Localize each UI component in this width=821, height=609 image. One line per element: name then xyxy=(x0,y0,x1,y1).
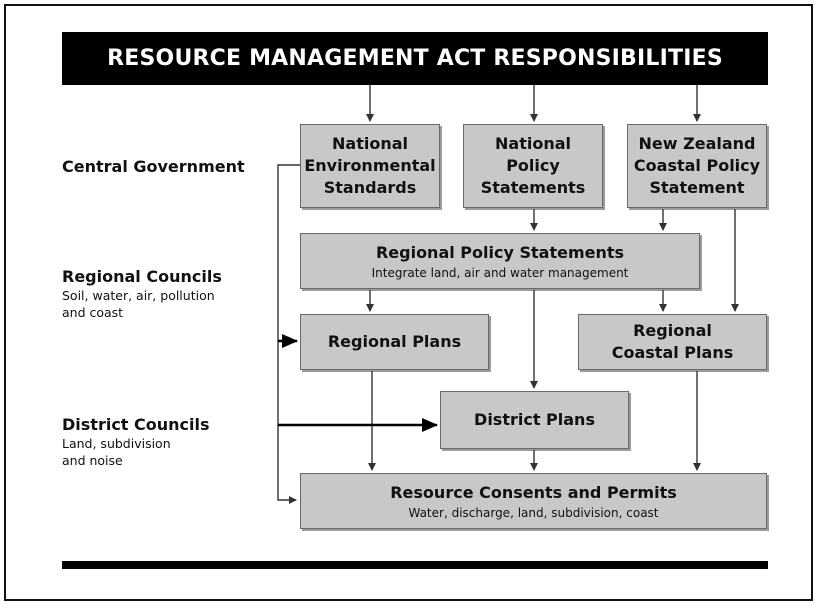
connector-nes-branch xyxy=(278,165,300,500)
box-title: District Plans xyxy=(474,410,595,429)
box-title: National Environmental Standards xyxy=(304,134,436,197)
level-detail: Soil, water, air, pollution and coast xyxy=(62,288,215,320)
box-subtitle: Water, discharge, land, subdivision, coast xyxy=(408,505,659,520)
diagram-title: RESOURCE MANAGEMENT ACT RESPONSIBILITIES xyxy=(62,32,768,85)
box-subtitle: Integrate land, air and water management xyxy=(371,265,629,280)
box-title: Regional Policy Statements xyxy=(375,242,625,262)
level-heading: District Councils xyxy=(62,415,210,434)
level-heading: Central Government xyxy=(62,157,245,176)
box-title: Regional Coastal Plans xyxy=(611,321,734,362)
box-title: New Zealand Coastal Policy Statement xyxy=(633,134,761,197)
box-title: Regional Plans xyxy=(327,332,462,351)
box-title: Resource Consents and Permits xyxy=(390,482,677,502)
level-heading: Regional Councils xyxy=(62,267,222,286)
level-detail: Land, subdivision and noise xyxy=(62,436,171,468)
bottom-rule xyxy=(62,561,768,569)
box-title: National Policy Statements xyxy=(480,134,586,197)
